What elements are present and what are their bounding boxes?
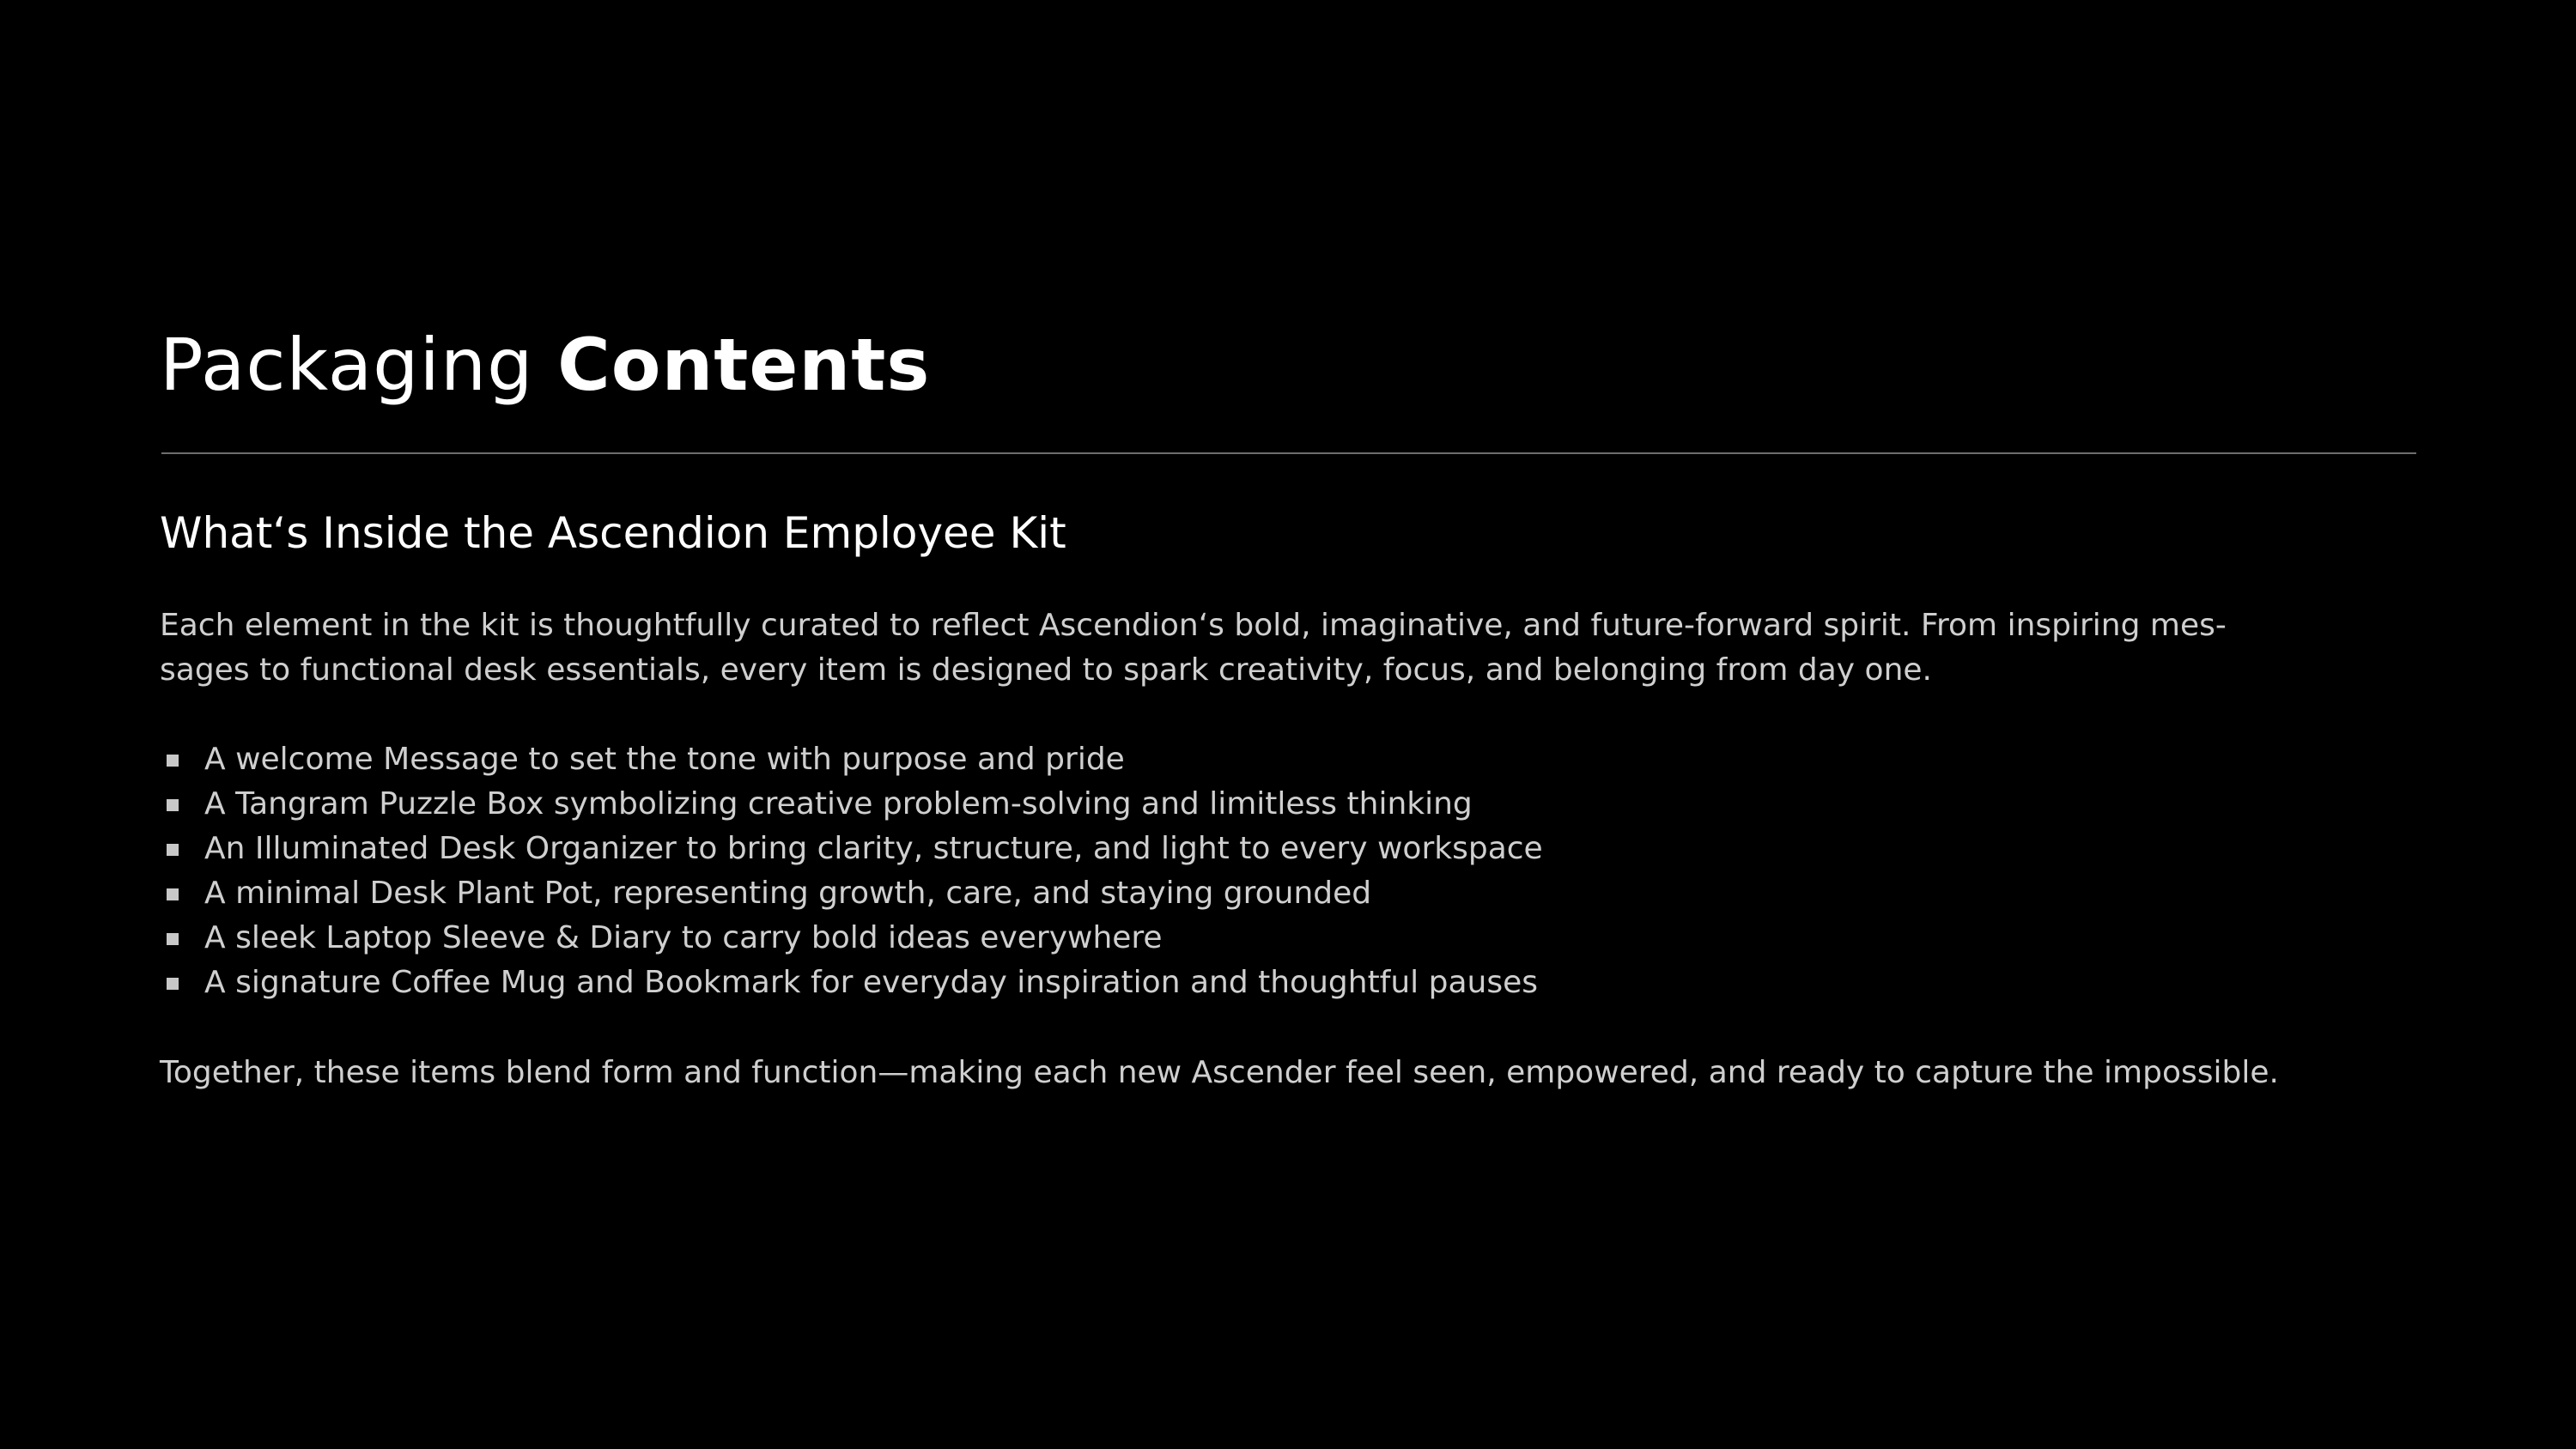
list-item-text: A sleek Laptop Sleeve & Diary to carry bold ideas everywhere bbox=[204, 920, 1163, 955]
list-item-text: A Tangram Puzzle Box symbolizing creative problem-solving and limitless thinking bbox=[204, 786, 1473, 822]
list-item-text: A minimal Desk Plant Pot, representing growth, care, and staying grounded bbox=[204, 876, 1372, 911]
page-title bbox=[160, 318, 930, 412]
page-title-regular: Packaging bbox=[160, 323, 558, 407]
page-title-bold: Contents bbox=[557, 323, 931, 407]
section-subtitle: What‘s Inside the Ascendion Employee Kit bbox=[160, 508, 1066, 558]
list-item-text: An Illuminated Desk Organizer to bring clarity, structure, and light to every workspace bbox=[204, 831, 1543, 866]
list-item-text: A welcome Message to set the tone with purpose and pride bbox=[204, 742, 1125, 777]
square-bullet-icon bbox=[167, 755, 179, 767]
list-item bbox=[160, 782, 1543, 827]
square-bullet-icon bbox=[167, 978, 179, 990]
list-item bbox=[160, 871, 1543, 916]
list-item bbox=[160, 961, 1543, 1005]
square-bullet-icon bbox=[167, 844, 179, 856]
closing-paragraph: Together, these items blend form and function—making each new Ascender feel seen, empowered, and ready to capture the impossible. bbox=[160, 1055, 2279, 1090]
square-bullet-icon bbox=[167, 933, 179, 945]
square-bullet-icon bbox=[167, 799, 179, 811]
list-item-text: A signature Coffee Mug and Bookmark for everyday inspiration and thoughtful pauses bbox=[204, 965, 1539, 1000]
list-item bbox=[160, 827, 1543, 871]
intro-line-2: sages to functional desk essentials, every item is designed to spark creativity, focus, and belonging from day one. bbox=[160, 652, 1932, 688]
list-item bbox=[160, 916, 1543, 961]
list-item bbox=[160, 737, 1543, 782]
kit-items-list bbox=[160, 737, 1543, 1005]
intro-paragraph bbox=[160, 603, 2427, 693]
slide bbox=[160, 0, 2416, 1449]
square-bullet-icon bbox=[167, 888, 179, 900]
title-divider bbox=[161, 452, 2416, 454]
intro-line-1: Each element in the kit is thoughtfully curated to reflect Ascendion‘s bold, imaginative, and future-forward spirit. From inspiring mes- bbox=[160, 608, 2227, 643]
